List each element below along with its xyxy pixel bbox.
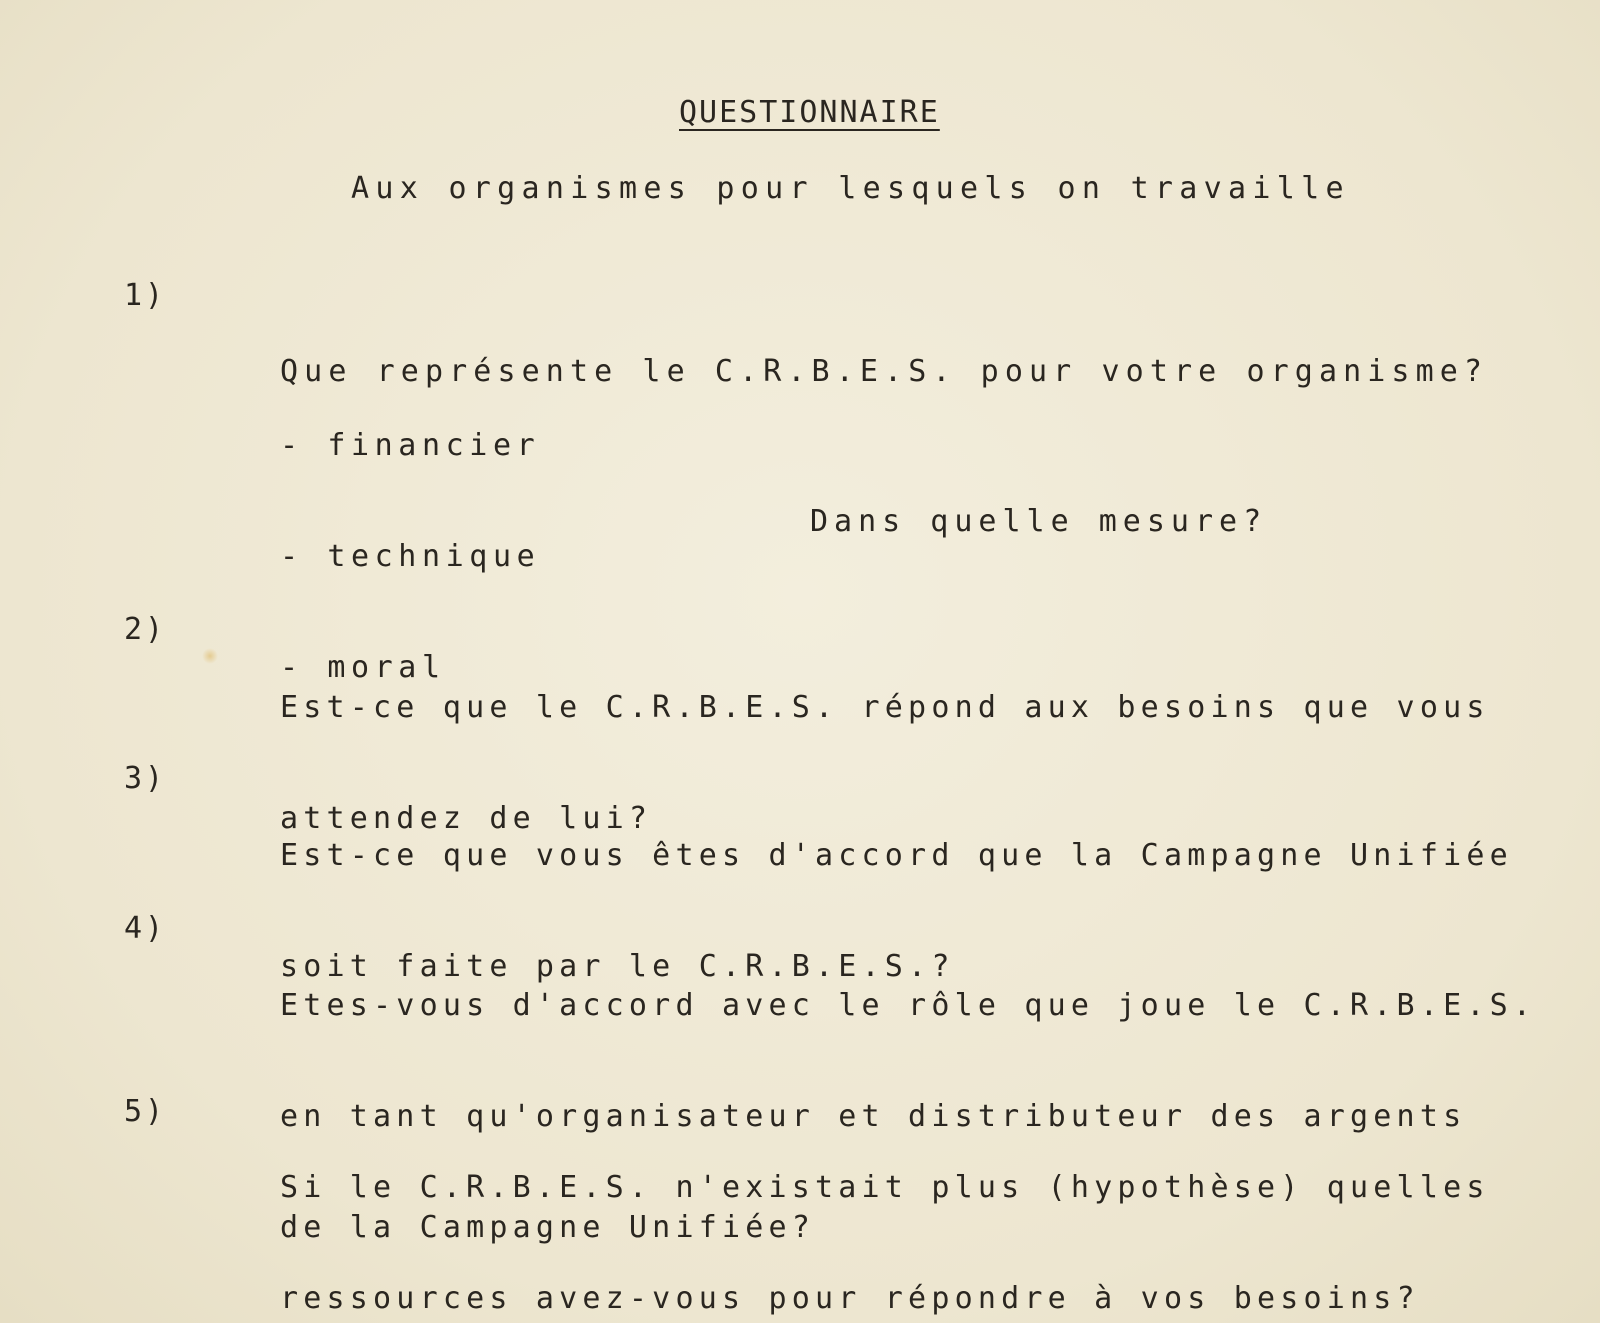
question-1-number: 1) (124, 278, 167, 313)
question-line: Que représente le C.R.B.E.S. pour votre organisme? (280, 354, 1489, 389)
question-1-follow-up: Dans quelle mesure? (810, 504, 1268, 539)
paper-stain (202, 648, 218, 664)
option-financier: - financier (280, 428, 541, 463)
question-line: Etes-vous d'accord avec le rôle que joue le C.R.B.E.S. (280, 988, 1537, 1023)
question-line: Est-ce que le C.R.B.E.S. répond aux besoins que vous (280, 690, 1490, 725)
question-line: en tant qu'organisateur et distributeur des argents (280, 1099, 1467, 1134)
question-5-text (280, 1095, 1490, 1323)
question-line: Si le C.R.B.E.S. n'existait plus (hypothèse) quelles (280, 1170, 1490, 1205)
option-moral: - moral (280, 650, 446, 685)
question-2-number: 2) (124, 612, 167, 647)
question-4-number: 4) (124, 911, 167, 946)
question-line: soit faite par le C.R.B.E.S.? (280, 949, 955, 984)
question-5-number: 5) (124, 1094, 167, 1129)
option-technique: - technique (280, 539, 541, 574)
document-title: QUESTIONNAIRE (679, 95, 940, 130)
question-line: ressources avez-vous pour répondre à vos besoins? (280, 1281, 1420, 1316)
question-line: Est-ce que vous êtes d'accord que la Campagne Unifiée (280, 838, 1513, 873)
question-line: de la Campagne Unifiée? (280, 1210, 816, 1245)
question-line: attendez de lui? (280, 801, 653, 836)
document-subtitle: Aux organismes pour lesquels on travaille (351, 171, 1350, 206)
question-3-number: 3) (124, 761, 167, 796)
